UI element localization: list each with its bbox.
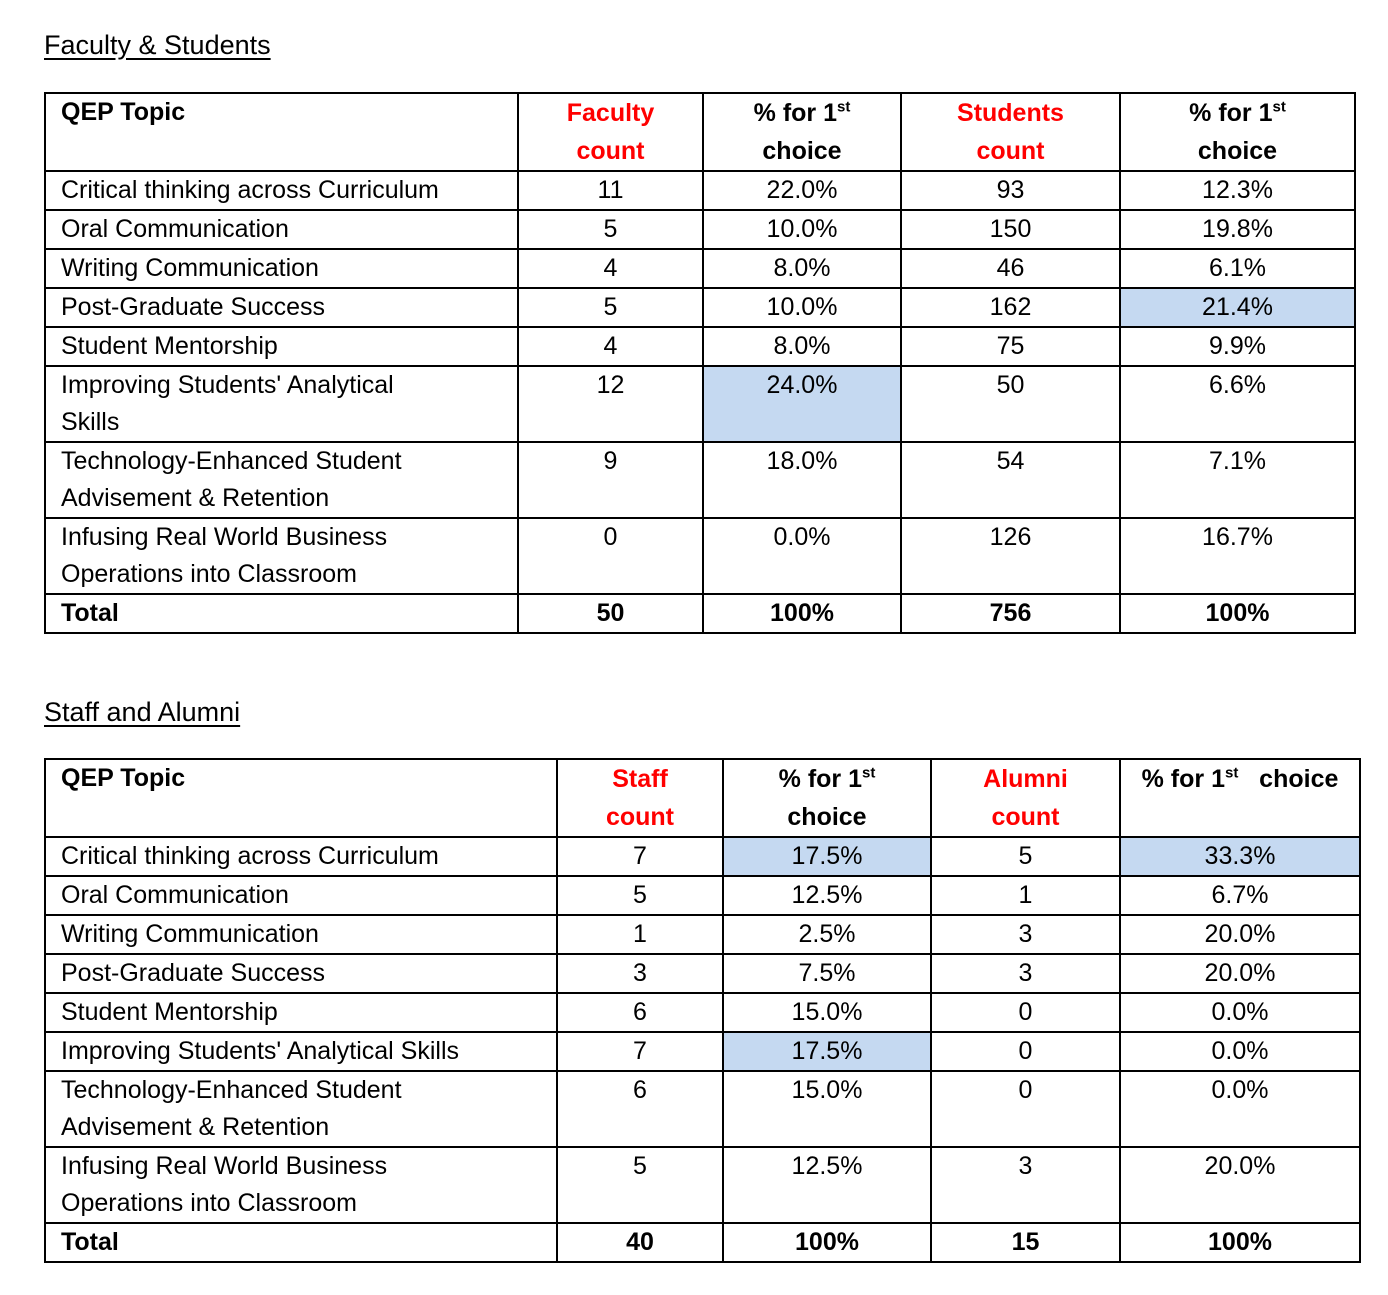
header-staff-pct	[723, 759, 931, 837]
header-faculty-pct	[703, 93, 901, 171]
cell-topic	[45, 876, 557, 915]
cell-count-a: 7	[557, 1032, 723, 1071]
cell-count-a: 4	[518, 327, 703, 366]
table-row	[45, 915, 1360, 954]
topic-line2: Operations into Classroom	[61, 560, 357, 588]
header-students-pct	[1120, 93, 1355, 171]
cell-count-a: 6	[557, 993, 723, 1032]
table-row	[45, 837, 1360, 876]
total-row	[45, 1223, 1360, 1262]
cell-pct-b: 0.0%	[1120, 1071, 1360, 1147]
cell-pct-b: 0.0%	[1120, 993, 1360, 1032]
cell-pct-a: 15.0%	[723, 1071, 931, 1147]
topic-line1: Infusing Real World Business	[61, 1152, 388, 1180]
header-students-count-line2: count	[976, 137, 1045, 165]
header-faculty-count-line2: count	[576, 137, 645, 165]
cell-count-b: 126	[901, 518, 1120, 594]
cell-pct-b: 12.3%	[1120, 171, 1355, 210]
cell-topic	[45, 1032, 557, 1071]
header-qep-topic: QEP Topic	[45, 93, 518, 171]
cell-count-a: 5	[518, 210, 703, 249]
header-qep-topic: QEP Topic	[45, 759, 557, 837]
cell-pct-b: 19.8%	[1120, 210, 1355, 249]
table-row	[45, 518, 1355, 594]
cell-count-b: 54	[901, 442, 1120, 518]
table-row	[45, 327, 1355, 366]
topic-line1: Technology-Enhanced Student	[61, 447, 402, 475]
cell-pct-a: 18.0%	[703, 442, 901, 518]
faculty-students-table	[44, 92, 1356, 634]
total-pct-a: 100%	[723, 1223, 931, 1262]
cell-count-a: 6	[557, 1071, 723, 1147]
header-students-count	[901, 93, 1120, 171]
cell-count-b: 1	[931, 876, 1120, 915]
cell-count-b: 0	[931, 993, 1120, 1032]
header-pct-sup: st	[1224, 764, 1239, 782]
header-alumni-count	[931, 759, 1120, 837]
header-faculty-count	[518, 93, 703, 171]
cell-pct-a: 8.0%	[703, 249, 901, 288]
cell-pct-a: 17.5%	[723, 837, 931, 876]
cell-topic	[45, 518, 518, 594]
total-pct-b: 100%	[1120, 1223, 1360, 1262]
cell-pct-a: 12.5%	[723, 876, 931, 915]
cell-count-b: 3	[931, 915, 1120, 954]
header-pct-prefix: % for 1	[753, 99, 837, 127]
header-alumni-count-line1: Alumni	[983, 765, 1068, 793]
cell-count-b: 3	[931, 954, 1120, 993]
faculty-students-body	[45, 171, 1355, 633]
total-count-b: 756	[901, 594, 1120, 633]
cell-pct-a: 24.0%	[703, 366, 901, 442]
total-count-b: 15	[931, 1223, 1120, 1262]
topic-line2: Advisement & Retention	[61, 1113, 330, 1141]
cell-topic	[45, 327, 518, 366]
cell-pct-b: 20.0%	[1120, 915, 1360, 954]
topic-line1: Post-Graduate Success	[61, 959, 326, 987]
header-pct-sup: st	[1272, 98, 1286, 116]
header-alumni-pct	[1120, 759, 1360, 837]
table-row	[45, 210, 1355, 249]
cell-pct-a: 17.5%	[723, 1032, 931, 1071]
cell-pct-b: 9.9%	[1120, 327, 1355, 366]
cell-count-b: 0	[931, 1071, 1120, 1147]
table-row	[45, 876, 1360, 915]
topic-line1: Writing Communication	[61, 254, 319, 282]
header-pct-spacer	[1238, 765, 1259, 793]
table-row	[45, 249, 1355, 288]
cell-count-b: 162	[901, 288, 1120, 327]
header-alumni-count-line2: count	[991, 803, 1060, 831]
cell-pct-a: 2.5%	[723, 915, 931, 954]
cell-pct-b: 20.0%	[1120, 954, 1360, 993]
cell-count-a: 5	[557, 876, 723, 915]
section-title-faculty-students: Faculty & Students	[44, 30, 271, 60]
cell-count-b: 150	[901, 210, 1120, 249]
topic-line1: Improving Students' Analytical	[61, 371, 394, 399]
topic-line1: Oral Communication	[61, 215, 289, 243]
header-pct-prefix: % for 1	[778, 765, 862, 793]
cell-topic	[45, 442, 518, 518]
header-pct-suffix: choice	[762, 137, 842, 165]
cell-pct-b: 16.7%	[1120, 518, 1355, 594]
cell-topic	[45, 915, 557, 954]
header-faculty-count-line1: Faculty	[566, 99, 655, 127]
topic-line1: Student Mentorship	[61, 332, 278, 360]
table-row	[45, 442, 1355, 518]
header-students-count-line1: Students	[957, 99, 1064, 127]
topic-line1: Technology-Enhanced Student	[61, 1076, 402, 1104]
cell-count-b: 93	[901, 171, 1120, 210]
topic-line1: Writing Communication	[61, 920, 319, 948]
cell-count-a: 7	[557, 837, 723, 876]
table-row	[45, 366, 1355, 442]
topic-line2: Skills	[61, 408, 120, 436]
cell-topic	[45, 837, 557, 876]
cell-count-a: 5	[557, 1147, 723, 1223]
topic-line1: Critical thinking across Curriculum	[61, 176, 439, 204]
cell-topic	[45, 249, 518, 288]
header-pct-sup: st	[837, 98, 851, 116]
table-row	[45, 1032, 1360, 1071]
cell-topic	[45, 366, 518, 442]
cell-topic	[45, 288, 518, 327]
cell-pct-b: 6.1%	[1120, 249, 1355, 288]
topic-line1: Oral Communication	[61, 881, 289, 909]
cell-topic	[45, 171, 518, 210]
total-row	[45, 594, 1355, 633]
topic-line1: Infusing Real World Business	[61, 523, 388, 551]
cell-topic	[45, 1147, 557, 1223]
header-pct-sup: st	[862, 764, 876, 782]
cell-count-a: 9	[518, 442, 703, 518]
total-count-a: 40	[557, 1223, 723, 1262]
cell-topic	[45, 954, 557, 993]
cell-pct-b: 20.0%	[1120, 1147, 1360, 1223]
section-title-staff-alumni: Staff and Alumni	[44, 697, 241, 727]
total-label: Total	[45, 1223, 557, 1262]
topic-line1: Student Mentorship	[61, 998, 278, 1026]
cell-pct-a: 0.0%	[703, 518, 901, 594]
cell-pct-a: 10.0%	[703, 210, 901, 249]
header-staff-count-line1: Staff	[612, 765, 668, 793]
staff-alumni-table	[44, 758, 1361, 1263]
table-row	[45, 993, 1360, 1032]
cell-count-a: 3	[557, 954, 723, 993]
table-row	[45, 1147, 1360, 1223]
cell-pct-b: 6.7%	[1120, 876, 1360, 915]
cell-pct-b: 33.3%	[1120, 837, 1360, 876]
cell-count-b: 46	[901, 249, 1120, 288]
total-pct-b: 100%	[1120, 594, 1355, 633]
total-label: Total	[45, 594, 518, 633]
cell-count-b: 5	[931, 837, 1120, 876]
cell-topic	[45, 993, 557, 1032]
header-pct-prefix: % for 1	[1141, 765, 1225, 793]
cell-pct-a: 8.0%	[703, 327, 901, 366]
total-count-a: 50	[518, 594, 703, 633]
cell-pct-b: 7.1%	[1120, 442, 1355, 518]
table-header-row	[45, 759, 1360, 837]
cell-count-b: 50	[901, 366, 1120, 442]
header-pct-suffix: choice	[1197, 137, 1278, 165]
topic-line1: Critical thinking across Curriculum	[61, 842, 439, 870]
cell-count-b: 0	[931, 1032, 1120, 1071]
cell-topic	[45, 1071, 557, 1147]
cell-pct-a: 7.5%	[723, 954, 931, 993]
topic-line2: Operations into Classroom	[61, 1189, 357, 1217]
header-staff-count-line2: count	[605, 803, 675, 831]
cell-pct-a: 12.5%	[723, 1147, 931, 1223]
header-pct-suffix: choice	[1259, 765, 1339, 793]
cell-count-b: 3	[931, 1147, 1120, 1223]
cell-count-a: 0	[518, 518, 703, 594]
cell-pct-a: 22.0%	[703, 171, 901, 210]
cell-count-a: 4	[518, 249, 703, 288]
table-row	[45, 288, 1355, 327]
cell-pct-b: 21.4%	[1120, 288, 1355, 327]
cell-count-b: 75	[901, 327, 1120, 366]
staff-alumni-body	[45, 837, 1360, 1262]
header-staff-count	[557, 759, 723, 837]
cell-pct-a: 15.0%	[723, 993, 931, 1032]
cell-pct-b: 6.6%	[1120, 366, 1355, 442]
total-pct-a: 100%	[703, 594, 901, 633]
header-pct-prefix: % for 1	[1189, 99, 1273, 127]
table-row	[45, 171, 1355, 210]
cell-count-a: 1	[557, 915, 723, 954]
cell-count-a: 11	[518, 171, 703, 210]
table-header-row	[45, 93, 1355, 171]
topic-line2: Advisement & Retention	[61, 484, 330, 512]
topic-line1: Post-Graduate Success	[61, 293, 326, 321]
table-row	[45, 1071, 1360, 1147]
cell-pct-b: 0.0%	[1120, 1032, 1360, 1071]
cell-pct-a: 10.0%	[703, 288, 901, 327]
table-row	[45, 954, 1360, 993]
cell-count-a: 12	[518, 366, 703, 442]
header-pct-suffix: choice	[787, 803, 867, 831]
topic-line1: Improving Students' Analytical Skills	[61, 1037, 460, 1065]
cell-count-a: 5	[518, 288, 703, 327]
cell-topic	[45, 210, 518, 249]
